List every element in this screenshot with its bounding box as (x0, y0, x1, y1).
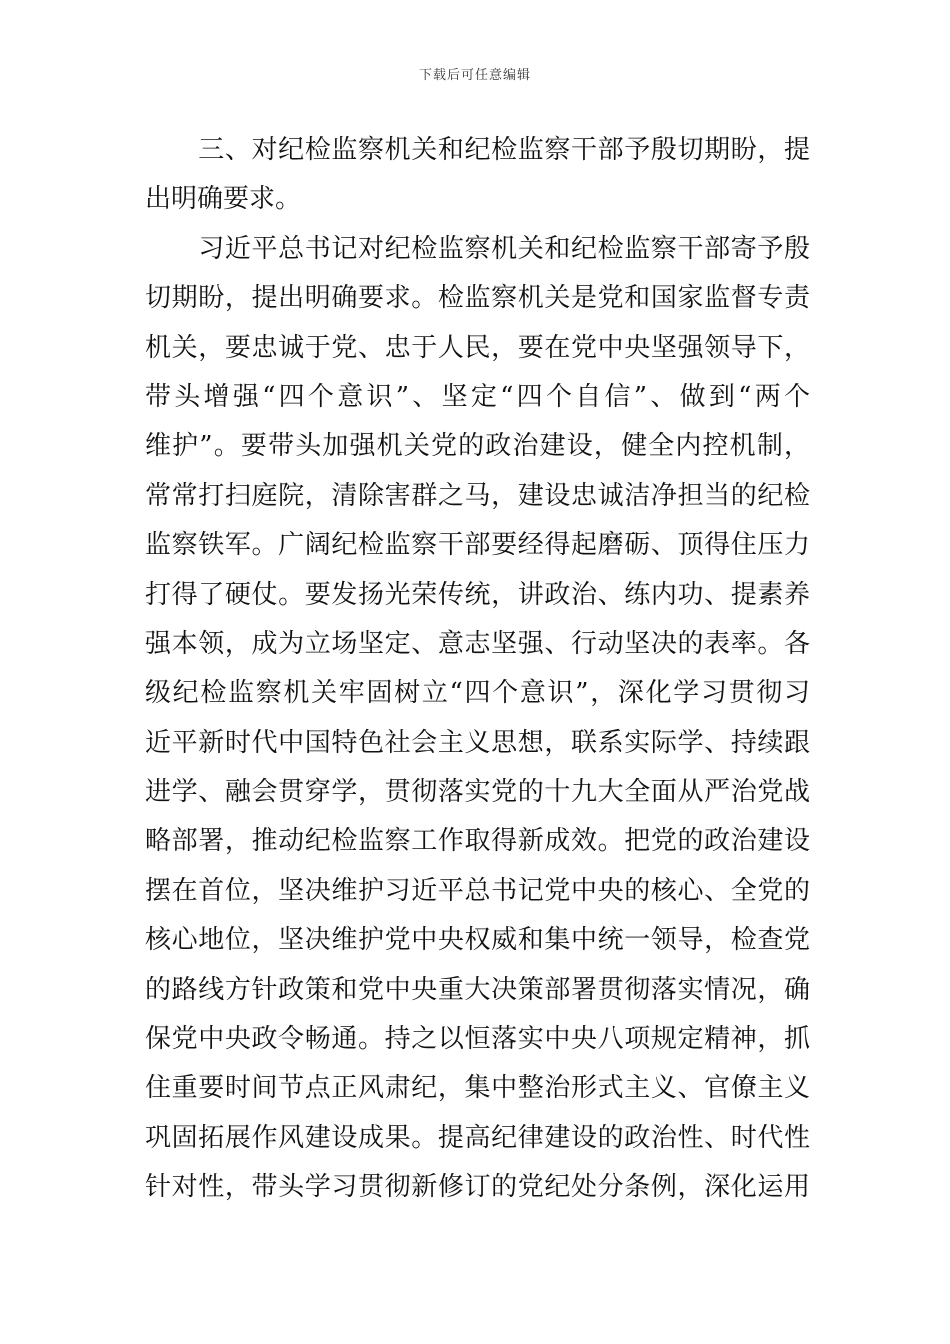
paragraph-line: 近平新时代中国特色社会主义思想，联系实际学、持续跟 (145, 727, 810, 758)
paragraph-line: 常常打扫庭院，清除害群之马，建设忠诚洁净担当的纪检 (145, 480, 810, 511)
paragraph-line: 监察铁军。广阔纪检监察干部要经得起磨砺、顶得住压力 (145, 530, 810, 561)
paragraph-line: 巩固拓展作风建设成果。提高纪律建设的政治性、时代性 (145, 1122, 810, 1153)
paragraph-line: 级纪检监察机关牢固树立“四个意识”，深化学习贯彻习 (145, 678, 810, 709)
paragraph-line: 保党中央政令畅通。持之以恒落实中央八项规定精神，抓 (145, 1024, 810, 1055)
paragraph-line: 切期盼，提出明确要求。检监察机关是党和国家监督专责 (145, 283, 810, 314)
paragraph-line: 习近平总书记对纪检监察机关和纪检监察干部寄予殷 (145, 233, 810, 264)
document-body (145, 126, 810, 1213)
page-header: 下载后可任意编辑 (418, 68, 531, 83)
paragraph-line: 带头增强“四个意识”、坚定“四个自信”、做到“两个 (145, 381, 810, 412)
paragraph-line: 打得了硬仗。要发扬光荣传统，讲政治、练内功、提素养 (145, 579, 810, 610)
paragraph-line: 进学、融会贯穿学，贯彻落实党的十九大全面从严治党战 (145, 777, 810, 808)
paragraph-line: 强本领，成为立场坚定、意志坚强、行动坚决的表率。各 (145, 628, 810, 659)
paragraph-line: 的路线方针政策和党中央重大决策部署贯彻落实情况，确 (145, 974, 810, 1005)
paragraph-line: 针对性，带头学习贯彻新修订的党纪处分条例，深化运用 (145, 1172, 810, 1203)
heading-line: 三、对纪检监察机关和纪检监察干部予殷切期盼，提 (145, 135, 810, 165)
paragraph-line: 机关，要忠诚于党、忠于人民，要在党中央坚强领导下， (145, 332, 810, 363)
paragraph-line: 略部署，推动纪检监察工作取得新成效。把党的政治建设 (145, 826, 810, 857)
paragraph-line: 摆在首位，坚决维护习近平总书记党中央的核心、全党的 (145, 875, 810, 906)
paragraph-line: 维护”。要带头加强机关党的政治建设，健全内控机制， (145, 431, 810, 462)
paragraph-line: 住重要时间节点正风肃纪，集中整治形式主义、官僚主义 (145, 1073, 810, 1104)
paragraph-line: 核心地位，坚决维护党中央权威和集中统一领导，检查党 (145, 925, 810, 956)
heading-line: 出明确要求。 (145, 184, 302, 215)
